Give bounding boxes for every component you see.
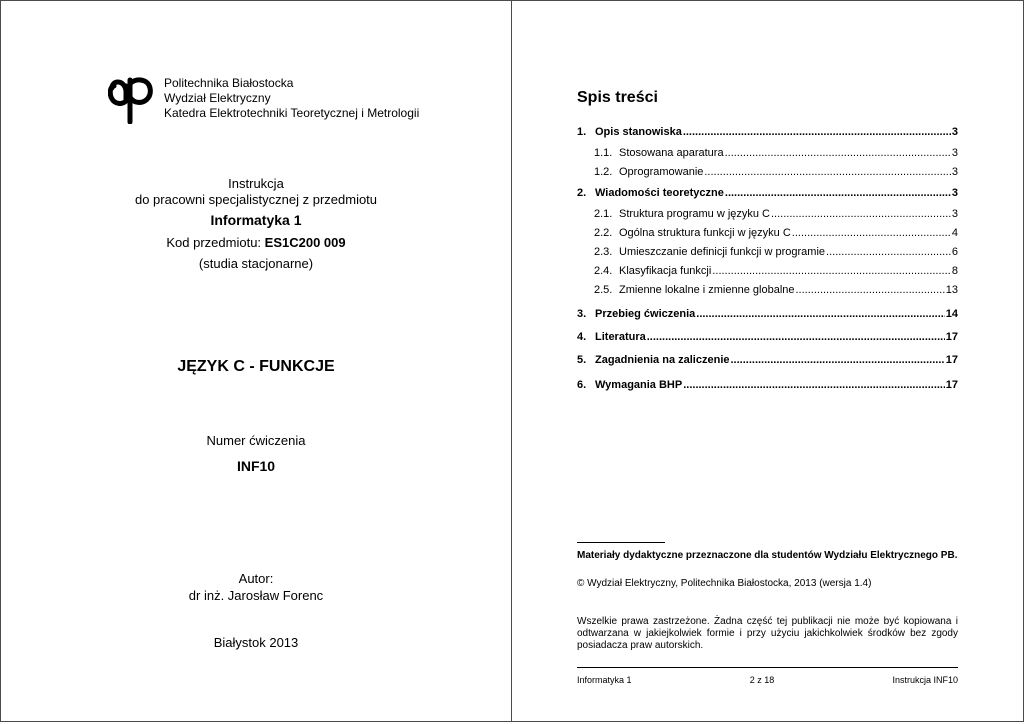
toc-entry-title: Literatura	[595, 331, 646, 343]
toc-entry-title: Wymagania BHP	[595, 379, 683, 391]
toc-entry-title: Struktura programu w języku C	[619, 208, 770, 220]
toc-entry-number: 6.	[577, 379, 587, 391]
toc-entry-page: 3	[951, 126, 958, 138]
toc-entry-title: Zmienne lokalne i zmienne globalne	[619, 284, 795, 296]
toc-leader-dots	[771, 208, 951, 220]
exercise-number: INF10	[236, 458, 276, 474]
toc-entry[interactable]	[577, 227, 958, 241]
place-year: Białystok 2013	[213, 635, 299, 650]
footer-subject: Informatyka 1	[577, 675, 632, 685]
toc-leader-dots	[792, 227, 951, 239]
toc-leader-dots	[696, 308, 944, 320]
toc-entry-number: 1.2.	[594, 166, 613, 178]
toc-entry-page: 17	[945, 354, 958, 366]
course-code-value: ES1C200 009	[264, 235, 346, 250]
topic-title: JĘZYK C - FUNKCJE	[177, 358, 335, 375]
footer-rule	[577, 667, 958, 668]
instruction-label: Instrukcja	[228, 176, 284, 191]
toc-entry[interactable]	[577, 284, 958, 298]
toc-entry[interactable]	[577, 147, 958, 161]
toc-leader-dots	[725, 147, 951, 159]
toc-leader-dots	[826, 246, 951, 258]
page-divider	[511, 0, 512, 722]
toc-entry-title: Klasyfikacja funkcji	[619, 265, 712, 277]
toc-entry-number: 4.	[577, 331, 587, 343]
toc-entry[interactable]	[577, 246, 958, 260]
toc-entry[interactable]	[577, 354, 958, 368]
toc-entry-number: 2.3.	[594, 246, 613, 258]
toc-entry-title: Wiadomości teoretyczne	[595, 187, 724, 199]
university-logo-icon	[108, 72, 154, 124]
toc-entry[interactable]	[577, 126, 958, 140]
toc-entry-page: 3	[951, 187, 958, 199]
toc-entry-title: Oprogramowanie	[619, 166, 704, 178]
toc-entry-page: 17	[945, 379, 958, 391]
toc-entry-page: 14	[945, 308, 958, 320]
author-label: Autor:	[238, 571, 274, 586]
toc-entry[interactable]	[577, 379, 958, 393]
course-code-label: Kod przedmiotu:	[166, 235, 265, 250]
toc-entry[interactable]	[577, 331, 958, 345]
exercise-label: Numer ćwiczenia	[206, 433, 306, 448]
toc-entry-title: Stosowana aparatura	[619, 147, 724, 159]
page-footer	[577, 675, 958, 685]
toc-entry-number: 2.5.	[594, 284, 613, 296]
footer-document-id: Instrukcja INF10	[892, 675, 958, 685]
toc-entry[interactable]	[577, 308, 958, 322]
toc-entry-title: Opis stanowiska	[595, 126, 682, 138]
study-mode: (studia stacjonarne)	[198, 256, 314, 271]
toc-entry-page: 6	[951, 246, 958, 258]
toc-entry-number: 1.1.	[594, 147, 613, 159]
toc-leader-dots	[647, 331, 945, 343]
toc-leader-dots	[731, 354, 945, 366]
toc-entry-page: 13	[945, 284, 958, 296]
author-name: dr inż. Jarosław Forenc	[188, 588, 324, 603]
toc-entry-page: 3	[951, 147, 958, 159]
toc-entry-title: Przebieg ćwiczenia	[595, 308, 696, 320]
toc-entry[interactable]	[577, 166, 958, 180]
toc-entry-page: 3	[951, 166, 958, 178]
institution-block	[164, 76, 419, 121]
toc-leader-dots	[683, 126, 951, 138]
subject-title: Informatyka 1	[210, 212, 302, 228]
institution-name: Politechnika Białostocka	[164, 76, 294, 90]
toc-entry-number: 1.	[577, 126, 587, 138]
footnote-audience: Materiały dydaktyczne przeznaczone dla studentów Wydziału Elektrycznego PB.	[577, 550, 958, 561]
department-name: Katedra Elektrotechniki Teoretycznej i Metrologii	[164, 106, 420, 120]
toc-entry-number: 3.	[577, 308, 587, 320]
toc-leader-dots	[683, 379, 945, 391]
toc-entry-title: Ogólna struktura funkcji w języku C	[619, 227, 791, 239]
toc-entry-page: 4	[951, 227, 958, 239]
footnote-rule	[577, 542, 665, 543]
toc-entry-title: Zagadnienia na zaliczenie	[595, 354, 730, 366]
toc-entry-page: 17	[945, 331, 958, 343]
toc-entry-number: 2.2.	[594, 227, 613, 239]
toc-entry-title: Umieszczanie definicji funkcji w programie	[619, 246, 826, 258]
faculty-name: Wydział Elektryczny	[164, 91, 271, 105]
course-code	[56, 235, 456, 251]
copyright-notice: © Wydział Elektryczny, Politechnika Białostocka, 2013 (wersja 1.4)	[577, 578, 872, 589]
toc-entry-number: 2.1.	[594, 208, 613, 220]
toc-leader-dots	[712, 265, 951, 277]
toc-entry[interactable]	[577, 265, 958, 279]
toc-title: Spis treści	[577, 89, 658, 106]
toc-entry-number: 5.	[577, 354, 587, 366]
toc-entry-number: 2.4.	[594, 265, 613, 277]
toc-entry-number: 2.	[577, 187, 587, 199]
instruction-subtitle: do pracowni specjalistycznej z przedmiotu	[134, 192, 378, 207]
toc-leader-dots	[796, 284, 945, 296]
footer-page-number: 2 z 18	[749, 675, 775, 685]
toc-entry-page: 3	[951, 208, 958, 220]
rights-notice: Wszelkie prawa zastrzeżone. Żadna część tej publikacji nie może być kopiowana i odtwarzana w jakiejkolwiek formie i przy użyciu jakichkolwiek środków bez zgody posiadacza praw autorskich.	[577, 616, 958, 651]
toc-leader-dots	[704, 166, 951, 178]
toc-leader-dots	[725, 187, 951, 199]
toc-entry-page: 8	[951, 265, 958, 277]
toc-entry[interactable]	[577, 208, 958, 222]
toc-entry[interactable]	[577, 187, 958, 201]
